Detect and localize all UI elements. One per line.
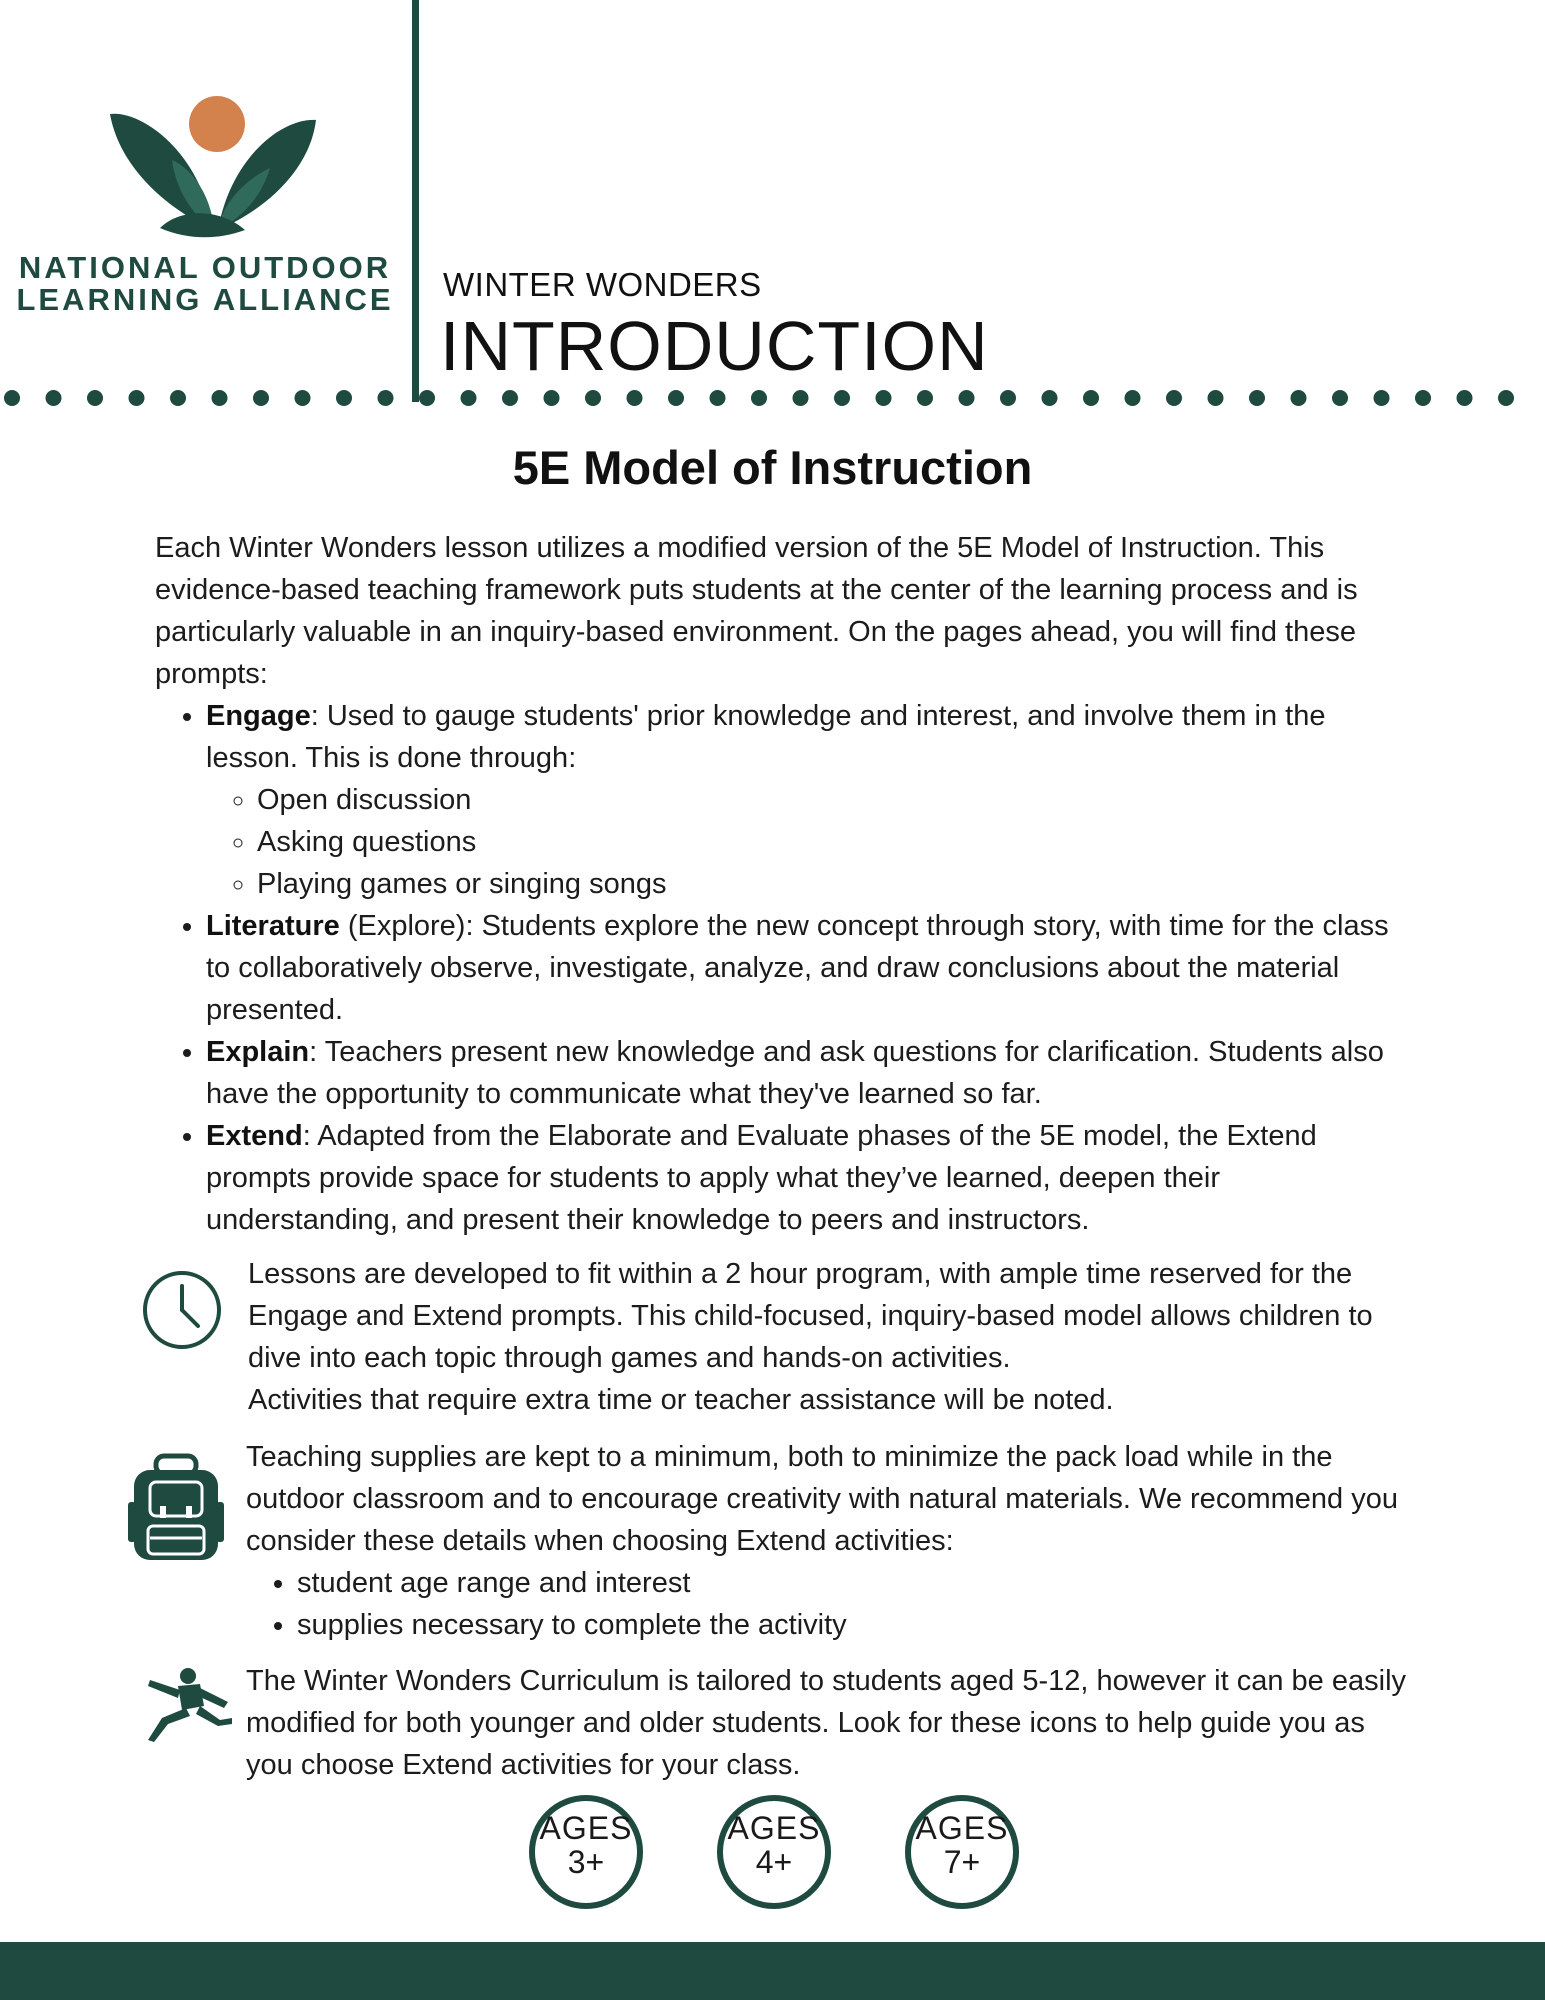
- phase-list: [155, 695, 1400, 1241]
- divider-dot: [1457, 390, 1473, 406]
- divider-dot: [585, 390, 601, 406]
- divider-dot: [876, 390, 892, 406]
- badge-label: AGES: [915, 1810, 1009, 1846]
- org-name-line1: NATIONAL OUTDOOR: [18, 250, 392, 285]
- list-item: [206, 1115, 1400, 1241]
- dotted-divider: [0, 388, 1545, 408]
- divider-dot: [4, 390, 20, 406]
- list-item: ◦ Asking questions: [257, 821, 1400, 863]
- divider-dot: [212, 390, 228, 406]
- divider-dot: [1000, 390, 1016, 406]
- divider-dot: [87, 390, 103, 406]
- badge-value: 3+: [567, 1844, 605, 1880]
- list-item: • student age range and interest: [297, 1562, 1406, 1604]
- org-name-line2: LEARNING ALLIANCE: [16, 282, 394, 317]
- supplies-text: Teaching supplies are kept to a minimum, both to minimize the pack load while in the outdoor classroom and to encourage creativity with natural materials. We recommend you consider these details when choosing Extend activities:: [246, 1441, 1398, 1557]
- phase-text: : Teachers present new knowledge and ask questions for clarification. Students also have the opportunity to communicate what they've learned so far.: [206, 1036, 1384, 1110]
- list-item: ◦ Playing games or singing songs: [257, 863, 1400, 905]
- organization-name: [0, 252, 410, 316]
- divider-dot: [751, 390, 767, 406]
- divider-dot: [46, 390, 62, 406]
- supplies-section: [246, 1436, 1406, 1646]
- footer-bar: [0, 1942, 1545, 2000]
- timing-section: [248, 1253, 1408, 1421]
- divider-dot: [419, 390, 435, 406]
- divider-dot: [170, 390, 186, 406]
- header-divider: [412, 0, 419, 402]
- ages-section: [246, 1660, 1406, 1786]
- engage-methods: [206, 779, 1400, 905]
- section-heading: 5E Model of Instruction: [512, 441, 1033, 494]
- divider-dot: [378, 390, 394, 406]
- list-item: [206, 695, 1400, 905]
- divider-dot: [461, 390, 477, 406]
- organization-logo: [0, 0, 410, 340]
- section-kicker: WINTER WONDERS: [443, 266, 762, 303]
- list-item: ◦ Open discussion: [257, 779, 1400, 821]
- divider-dot: [793, 390, 809, 406]
- divider-dot: [834, 390, 850, 406]
- phase-term: Engage: [206, 700, 311, 732]
- jumping-child-icon: [142, 1666, 234, 1744]
- divider-dot: [1083, 390, 1099, 406]
- intro-paragraph: Each Winter Wonders lesson utilizes a modified version of the 5E Model of Instruction. This evidence-based teaching framework puts students at the center of the learning process and is particularly valuable in an inquiry-based environment. On the pages ahead, you will find these prompts:: [155, 532, 1358, 690]
- divider-dot: [1498, 390, 1514, 406]
- divider-dot: [295, 390, 311, 406]
- page-title: INTRODUCTION: [440, 307, 989, 385]
- age-badge-4: [717, 1795, 831, 1909]
- age-badge-3: [529, 1795, 643, 1909]
- list-item: [206, 905, 1400, 1031]
- phase-text: : Used to gauge students' prior knowledge and interest, and involve them in the lesson. This is done through:: [206, 700, 1326, 774]
- divider-dot: [668, 390, 684, 406]
- divider-dot: [1332, 390, 1348, 406]
- divider-dot: [917, 390, 933, 406]
- divider-dot: [1415, 390, 1431, 406]
- age-badge-7: [905, 1795, 1019, 1909]
- phase-term: Extend: [206, 1120, 303, 1152]
- divider-dot: [627, 390, 643, 406]
- badge-value: 7+: [943, 1844, 981, 1880]
- leaf-sun-logo-icon: [100, 90, 320, 240]
- divider-dot: [336, 390, 352, 406]
- phase-text: : Adapted from the Elaborate and Evaluate phases of the 5E model, the Extend prompts provide space for students to apply what they’ve learned, deepen their understanding, and present their knowledge to peers and instructors.: [206, 1120, 1317, 1236]
- timing-text: Lessons are developed to fit within a 2 hour program, with ample time reserved for the Engage and Extend prompts. This child-focused, inquiry-based model allows children to dive into each topic through games and hands-on activities.: [248, 1258, 1373, 1374]
- badge-label: AGES: [539, 1810, 633, 1846]
- ages-text: The Winter Wonders Curriculum is tailored to students aged 5-12, however it can be easily modified for both younger and older students. Look for these icons to help guide you as you choose Extend activities for your class.: [246, 1665, 1407, 1781]
- divider-dot: [502, 390, 518, 406]
- divider-dot: [1249, 390, 1265, 406]
- divider-dot: [1208, 390, 1224, 406]
- divider-dot: [1125, 390, 1141, 406]
- phase-text: (Explore): Students explore the new concept through story, with time for the class to collaboratively observe, investigate, analyze, and draw conclusions about the material presented.: [206, 910, 1389, 1026]
- divider-dot: [1042, 390, 1058, 406]
- intro-block: [155, 527, 1400, 1241]
- divider-dot: [129, 390, 145, 406]
- supplies-list: [246, 1562, 1406, 1646]
- badge-value: 4+: [755, 1844, 793, 1880]
- phase-term: Explain: [206, 1036, 310, 1068]
- divider-dot: [1374, 390, 1390, 406]
- divider-dot: [710, 390, 726, 406]
- list-item: • supplies necessary to complete the activity: [297, 1604, 1406, 1646]
- phase-term: Literature: [206, 910, 340, 942]
- divider-dot: [1166, 390, 1182, 406]
- divider-dot: [1291, 390, 1307, 406]
- badge-label: AGES: [727, 1810, 821, 1846]
- divider-dot: [253, 390, 269, 406]
- list-item: [206, 1031, 1400, 1115]
- backpack-icon: [128, 1452, 224, 1562]
- divider-dot: [959, 390, 975, 406]
- timing-note: Activities that require extra time or teacher assistance will be noted.: [248, 1384, 1114, 1416]
- clock-icon: [140, 1268, 224, 1352]
- divider-dot: [544, 390, 560, 406]
